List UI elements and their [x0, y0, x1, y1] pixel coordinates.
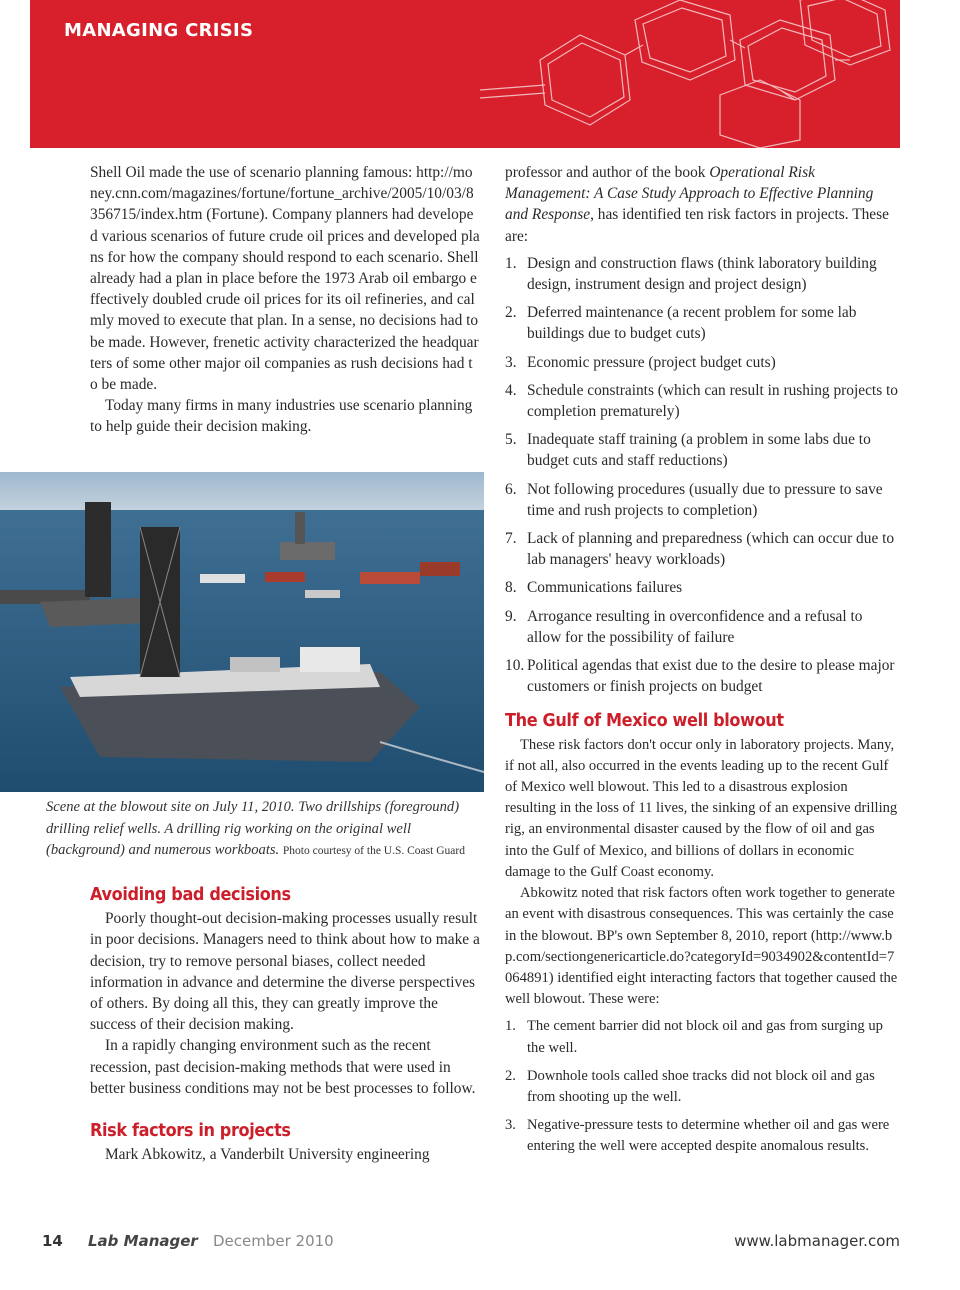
left-column-bottom	[90, 885, 485, 1165]
magazine-name: Lab Manager	[88, 1232, 198, 1250]
list-item: 8. Communications failures	[505, 579, 683, 597]
list-item: 3. Negative-pressure tests to determine whether oil and gas were entering the well were accepted despite anomalous results.	[505, 1117, 890, 1155]
list-item: 3. Economic pressure (project budget cuts)	[505, 353, 776, 371]
blowout-site-photo	[0, 472, 484, 792]
list-item: 7. Lack of planning and preparedness (which can occur due to lab managers' heavy workloads)	[505, 530, 895, 569]
book-title: Operational Risk Management: A Case Study Approach to Effective Planning and Response	[505, 164, 874, 224]
page-footer	[42, 1232, 900, 1256]
list-item: 1. The cement barrier did not block oil and gas from surging up the well.	[505, 1018, 883, 1056]
paragraph-scenario-planning: Today many firms in many industries use scenario planning to help guide their decision making.	[90, 397, 473, 436]
paragraph-abkowitz-start: Mark Abkowitz, a Vanderbilt University engineering	[105, 1146, 430, 1164]
heading-gulf-blowout: The Gulf of Mexico well blowout	[505, 711, 784, 732]
right-column	[505, 162, 900, 1165]
section-title: MANAGING CRISIS	[64, 20, 254, 41]
paragraph-decision-processes: Poorly thought-out decision-making processes usually result in poor decisions. Managers need to think about how to make a decision, try to remove personal biases, collect needed information in advance and determine the diverse perspectives of others. By doing all this, they can greatly improve the success of their decision making.	[90, 910, 480, 1034]
list-item: 2. Downhole tools called shoe tracks did not block oil and gas from shooting up the well.	[505, 1067, 875, 1105]
paragraph-gulf-events: These risk factors don't occur only in laboratory projects. Many, if not all, also occurred in the events leading up to the recent Gulf of Mexico well blowout. This led to a disastrous explosion resulting in the loss of 11 lives, the sinking of an expensive drilling rig, an environmental disaster caused by the flow of oil and gas into the Gulf of Mexico, and billions of dollars in economic damage to the Gulf Coast economy.	[505, 736, 898, 880]
list-item: 10. Political agendas that exist due to the desire to please major customers or finish projects on budget	[505, 657, 895, 696]
list-item: 6. Not following procedures (usually due to pressure to save time and rush projects to completion)	[505, 480, 883, 519]
section-banner	[30, 0, 900, 148]
caption-text: Scene at the blowout site on July 11, 2010. Two drillships (foreground) drilling relief wells. A drilling rig working on the original well (background) and numerous workboats.	[46, 799, 460, 858]
issue-date: December 2010	[213, 1232, 334, 1250]
list-item: 1. Design and construction flaws (think laboratory building design, instrument design and project design)	[505, 254, 877, 294]
list-item: 4. Schedule constraints (which can result in rushing projects to completion prematurely)	[505, 381, 898, 421]
photo-caption	[46, 797, 476, 863]
photo-credit: Photo courtesy of the U.S. Coast Guard	[282, 845, 465, 857]
paragraph-bp-report: Abkowitz noted that risk factors often work together to generate an event with disastrous consequences. This was certainly the case in the blowout. BP's own September 8, 2010, report (http://www.bp.com/sectiongenericarticle.do?categoryId=9034902&contentId=7064891) identified eight interacting factors that together caused the well blowout. These were:	[505, 885, 898, 1008]
blowout-factor-list	[505, 1016, 900, 1157]
list-item: 5. Inadequate staff training (a problem in some labs due to budget cuts and staff reductions)	[505, 431, 871, 470]
molecule-wireframe-graphic	[420, 0, 900, 148]
list-item: 9. Arrogance resulting in overconfidence and a refusal to allow for the possibility of failure	[505, 607, 863, 646]
website-link[interactable]: www.labmanager.com	[734, 1232, 900, 1250]
list-item: 2. Deferred maintenance (a recent problem for some lab buildings due to budget cuts)	[505, 304, 857, 343]
paragraph-shell-oil: Shell Oil made the use of scenario planning famous: http://money.cnn.com/magazines/fortune/fortune_archive/2005/10/03/8356715/index.htm (Fortune). Company planners had developed various scenarios of future crude oil prices and developed plans for how the company should respond to each scenario. Shell already had a plan in place before the 1973 Arab oil embargo effectively doubled crude oil prices for its oil refineries, and calmly moved to execute that plan. In a sense, no decisions had to be made. However, frenetic activity characterized the headquarters of some other major oil companies as rush decisions had to be made.	[90, 164, 480, 394]
paragraph-changing-environment: In a rapidly changing environment such as the recent recession, past decision-making methods that were used in better business conditions may not be best processes to follow.	[90, 1037, 476, 1097]
risk-factor-list	[505, 253, 900, 698]
heading-risk-factors: Risk factors in projects	[90, 1121, 291, 1142]
heading-avoiding-bad-decisions: Avoiding bad decisions	[90, 885, 291, 905]
paragraph-abkowitz-continued: professor and author of the book Operational Risk Management: A Case Study Approach to Effective Planning and Response, has identified ten risk factors in projects. These are:	[505, 164, 889, 245]
left-column-top	[90, 162, 480, 438]
page-number: 14	[42, 1232, 63, 1250]
